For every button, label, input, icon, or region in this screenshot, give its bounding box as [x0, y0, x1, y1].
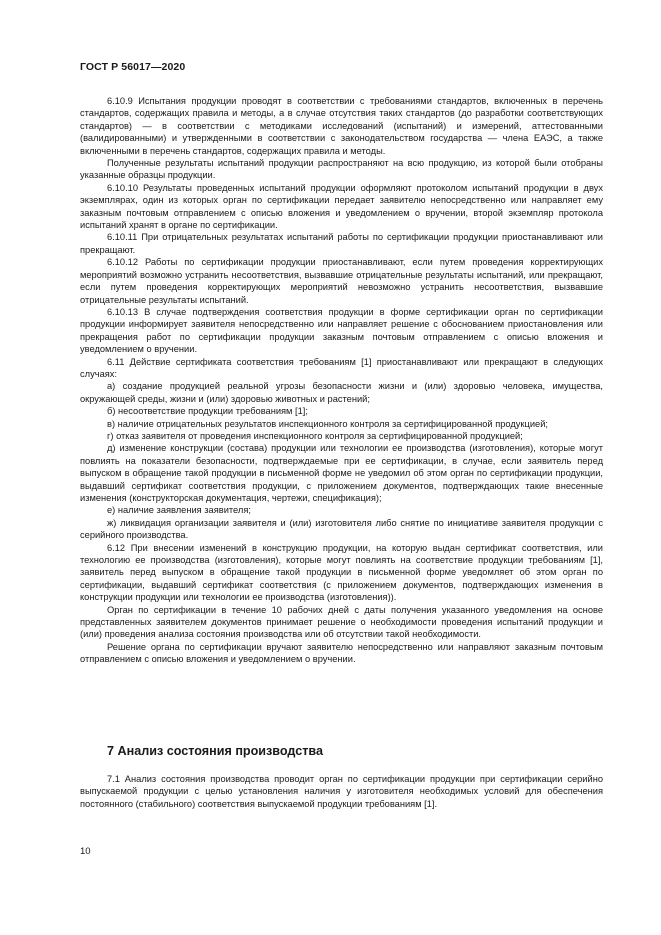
list-item: е) наличие заявления заявителя;	[107, 505, 251, 516]
list-item: в) наличие отрицательных результатов инспекционного контроля за сертифицированной продукцией;	[107, 418, 548, 429]
paragraph: 6.10.11 При отрицательных результатах испытаний работы по сертификации продукции приостанавливают или прекращают.	[80, 232, 603, 255]
paragraph: 6.11 Действие сертификата соответствия требованиям [1] приостанавливают или прекращают в следующих случаях:	[80, 356, 603, 379]
section-body	[80, 773, 603, 810]
paragraph: Полученные результаты испытаний продукции распространяют на всю продукцию, из которой были отобраны указанные образцы продукции.	[80, 158, 603, 181]
paragraph: 6.10.10 Результаты проведенных испытаний продукции оформляют протоколом испытаний продукции в двух экземплярах, один из которых орган по сертификации передает заявителю непосредственно или направляет ему заказным почтовым отправлением с описью вложения и уведомлением о вручении, второй экземпляр протокола испытаний хранят в органе по сертификации.	[80, 182, 603, 231]
paragraph: Орган по сертификации в течение 10 рабочих дней с даты получения указанного уведомления на основе представленных заявителем документов принимает решение о необходимости проведения испытаний продукции и (или) проведения анализа состояния производства или об отсутствии такой необходимости.	[80, 604, 603, 640]
paragraph: 6.10.12 Работы по сертификации продукции приостанавливают, если путем проведения корректирующих мероприятий возможно устранить несоответствия, вызвавшие отрицательные результаты испытаний, или прекращают, если путем проведения корректирующих мероприятий невозможно устранить несоответствия, вызвавшие отрицательные результаты испытаний.	[80, 257, 603, 305]
list-item: а) создание продукцией реальной угрозы безопасности жизни и (или) здоровью человека, имущества, окружающей среды, жизни и (или) здоровью животных и растений;	[80, 381, 603, 404]
list-item: ж) ликвидация организации заявителя и (или) изготовителя либо снятие по инициативе заявителя продукции с серийного производства.	[80, 517, 603, 541]
list-item: г) отказ заявителя от проведения инспекционного контроля за сертифицированной продукцией;	[107, 430, 523, 441]
section-heading: 7 Анализ состояния производства	[107, 744, 323, 758]
page-number: 10	[80, 846, 91, 857]
paragraph: 6.12 При внесении изменений в конструкцию продукции, на которую выдан сертификат соответствия, или технологию ее производства (изготовления), которые могут повлиять на соответствие продукции требованиям [1], заявитель перед выпуском в обращение такой продукции в письменной форме уведомляет об этом орган по сертификации, выдавший сертификат соответствия (с приложением документов, подтверждающих изменения в конструкции продукции или технологии ее производства (изготовления)).	[80, 542, 603, 603]
paragraph: 6.10.13 В случае подтверждения соответствия продукции в форме сертификации орган по сертификации продукции информирует заявителя непосредственно или направляет решение с обоснованием приостановления или прекращения работ по сертификации продукции заказным почтовым отправлением с описью вложения и уведомлением о вручении.	[80, 306, 603, 355]
list-item: б) несоответствие продукции требованиям [1];	[107, 406, 308, 417]
list-item: д) изменение конструкции (состава) продукции или технологии ее производства (изготовления), которые могут повлиять на показатели безопасности, подтверждаемые при ее сертификации, в случае, если заявитель перед выпуском в обращение такой продукции в письменной форме не уведомил об этом орган по сертификации продукции, выдавший сертификат соответствия продукции, с приложением документов, подтверждающих такие внесенные изменения (конструкторская документация, чертежи, спецификация);	[80, 443, 603, 503]
paragraph: Решение органа по сертификации вручают заявителю непосредственно или направляют заказным почтовым отправлением с описью вложения и уведомлением о вручении.	[80, 641, 603, 665]
paragraph: 6.10.9 Испытания продукции проводят в соответствии с требованиями стандартов, включенных в перечень стандартов, содержащих правила и методы, а в случае отсутствия таких стандартов (до разработки соответствующих стандартов) — в соответствии с методиками исследований (испытаний) и измерений, аттестованными (валидированными) и утвержденными в соответствии с законодательством государства — члена ЕАЭС, а также включенными в перечень стандартов, содержащих правила и методы.	[80, 96, 603, 156]
body-text	[80, 95, 603, 666]
document-code: ГОСТ Р 56017—2020	[80, 61, 186, 73]
paragraph: 7.1 Анализ состояния производства проводит орган по сертификации продукции при сертификации серийно выпускаемой продукции с целью установления наличия у изготовителя необходимых условий для обеспечения постоянного (стабильного) соответствия выпускаемой продукции требованиям [1].	[80, 774, 603, 809]
